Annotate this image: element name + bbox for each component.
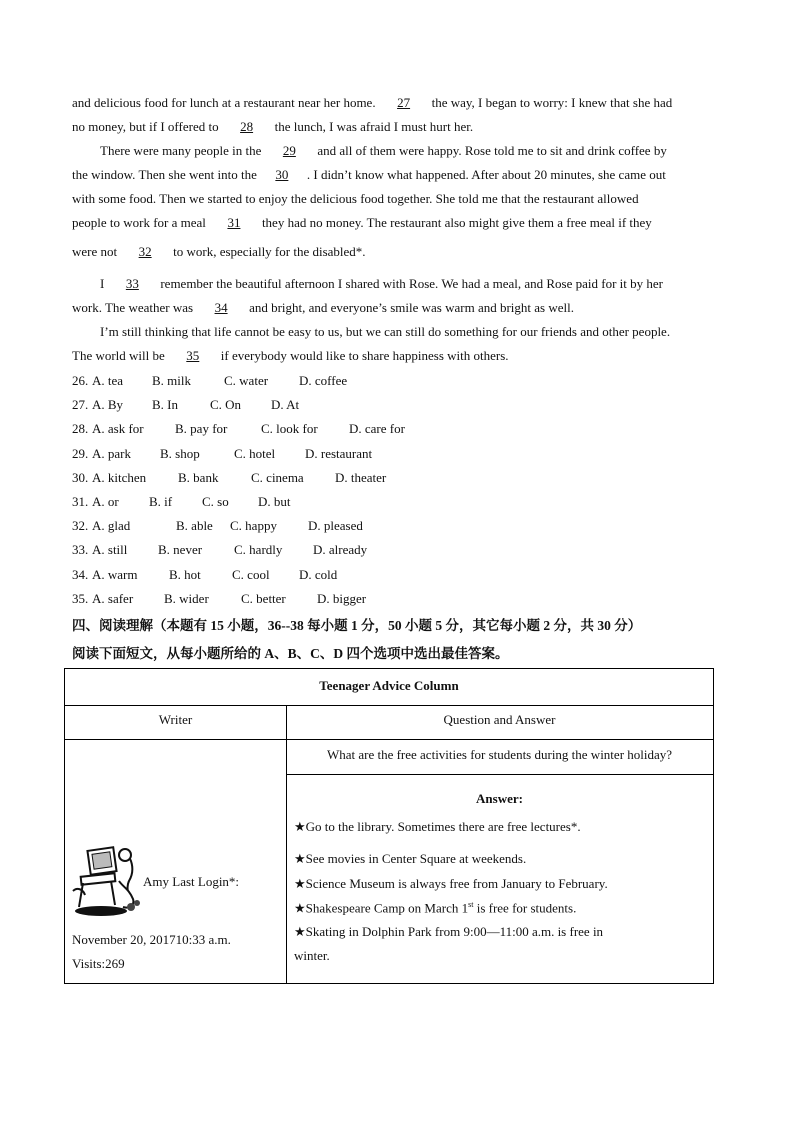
answer-item: ★Skating in Dolphin Park from 9:00—11:00 a.m. is free in <box>294 924 604 939</box>
option-a: A. still <box>92 542 128 558</box>
passage-line: I’m still thinking that life cannot be easy to us, but we can still do something for our friends and other people. <box>100 324 671 339</box>
question-number: 27. <box>72 397 89 413</box>
option-b: B. bank <box>178 469 219 485</box>
option-c: C. water <box>224 373 269 388</box>
blank-31: 31 <box>227 215 241 230</box>
writer-visits: Visits:269 <box>72 956 125 971</box>
passage-line: the window. Then she went into the 30 . I didn’t know what happened. After about 20 minutes, she came out <box>72 167 666 182</box>
blank-28: 28 <box>240 119 254 134</box>
question-number: 33. <box>72 542 89 558</box>
option-a: A. ask for <box>92 421 144 437</box>
option-c: C. hardly <box>234 542 283 558</box>
question-number: 32. <box>72 518 89 534</box>
option-a: A. tea <box>92 373 124 388</box>
table-divider <box>65 705 713 706</box>
blank-34: 34 <box>214 300 228 315</box>
question-number: 35. <box>72 590 89 606</box>
blank-30: 30 <box>275 167 289 182</box>
option-d: D. care for <box>349 421 405 437</box>
option-b: B. pay for <box>175 421 228 437</box>
advice-table <box>64 668 714 984</box>
blank-33: 33 <box>125 276 139 291</box>
question-number: 29. <box>72 445 89 461</box>
blank-35: 35 <box>186 348 200 363</box>
option-d: D. cold <box>299 566 338 582</box>
passage-line: no money, but if I offered to 28 the lunch, I was afraid I must hurt her. <box>72 119 474 134</box>
passage-line: work. The weather was 34 and bright, and everyone’s smile was warm and bright as well. <box>72 300 574 315</box>
blank-27: 27 <box>397 95 411 110</box>
option-b: B. never <box>158 542 203 558</box>
option-d: D. coffee <box>299 373 348 388</box>
option-c: C. look for <box>261 421 318 437</box>
question-number: 31. <box>72 494 89 509</box>
option-a: A. park <box>92 445 131 461</box>
option-b: B. hot <box>169 566 201 582</box>
option-c: C. happy <box>230 518 277 534</box>
option-d: D. but <box>258 494 291 509</box>
section-instruction: 阅读下面短文，从每小题所给的 A、B、C、D 四个选项中选出最佳答案。 <box>72 646 509 661</box>
table-title: Teenager Advice Column <box>319 678 459 693</box>
option-b: B. milk <box>152 373 192 388</box>
option-a: A. kitchen <box>92 469 147 485</box>
blank-29: 29 <box>282 143 296 158</box>
option-d: D. restaurant <box>305 445 373 461</box>
option-d: D. bigger <box>317 590 367 606</box>
passage-line: I 33 remember the beautiful afternoon I shared with Rose. We had a meal, and Rose paid for it by her <box>100 276 664 291</box>
option-c: C. so <box>202 494 229 509</box>
option-b: B. if <box>149 494 173 509</box>
question-number: 28. <box>72 421 89 437</box>
option-b: B. In <box>152 397 178 413</box>
column-header-qa: Question and Answer <box>443 712 556 727</box>
option-c: C. cool <box>232 566 270 582</box>
column-header-writer: Writer <box>158 712 193 727</box>
option-c: C. hotel <box>234 445 276 461</box>
answer-item-cont: winter. <box>294 948 330 963</box>
passage-line: and delicious food for lunch at a restaurant near her home. 27 the way, I began to worry: I knew that she had <box>72 95 673 110</box>
answer-label: Answer: <box>476 791 523 806</box>
option-d: D. already <box>313 542 368 558</box>
option-a: A. safer <box>92 590 134 606</box>
option-b: B. wider <box>164 590 209 606</box>
option-a: A. glad <box>92 518 131 534</box>
question-text: What are the free activities for students during the winter holiday? <box>326 747 673 762</box>
option-a: A. warm <box>92 566 138 582</box>
option-d: D. pleased <box>308 518 363 534</box>
answer-item: ★See movies in Center Square at weekends. <box>294 851 527 866</box>
option-b: B. shop <box>160 445 200 461</box>
passage-line: were not 32 to work, especially for the disabled*. <box>72 244 366 259</box>
question-number: 30. <box>72 469 89 485</box>
computer-user-illustration <box>71 841 141 921</box>
section-heading: 四、阅读理解（本题有 15 小题，36--38 每小题 1 分，50 小题 5 分，其它每小题 2 分，共 30 分） <box>72 618 642 633</box>
writer-date: November 20, 201710:33 a.m. <box>72 932 231 947</box>
option-d: D. theater <box>335 469 387 485</box>
passage-line: There were many people in the 29 and all of them were happy. Rose told me to sit and drink coffee by <box>100 143 667 158</box>
answer-item: ★Science Museum is always free from January to February. <box>294 876 608 891</box>
passage-line: people to work for a meal 31 they had no money. The restaurant also might give them a free meal if they <box>72 215 652 230</box>
passage-line: with some food. Then we started to enjoy the delicious food together. She told me that the restaurant allowed <box>72 191 639 206</box>
option-a: A. or <box>92 494 119 509</box>
table-divider <box>65 739 713 740</box>
answer-item: ★Shakespeare Camp on March 1st is free for students. <box>294 900 577 916</box>
option-b: B. able <box>176 518 213 534</box>
answer-item: ★Go to the library. Sometimes there are free lectures*. <box>294 819 581 834</box>
option-c: C. On <box>210 397 242 413</box>
option-a: A. By <box>92 397 124 413</box>
option-d: D. At <box>271 397 300 413</box>
passage-line: The world will be 35 if everybody would like to share happiness with others. <box>72 348 509 363</box>
table-divider <box>286 774 713 775</box>
question-number: 34. <box>72 566 89 582</box>
option-c: C. better <box>241 590 286 606</box>
option-c: C. cinema <box>251 469 304 485</box>
blank-32: 32 <box>138 244 152 259</box>
question-number: 26. <box>72 373 89 388</box>
writer-name: Amy Last Login*: <box>143 874 240 889</box>
